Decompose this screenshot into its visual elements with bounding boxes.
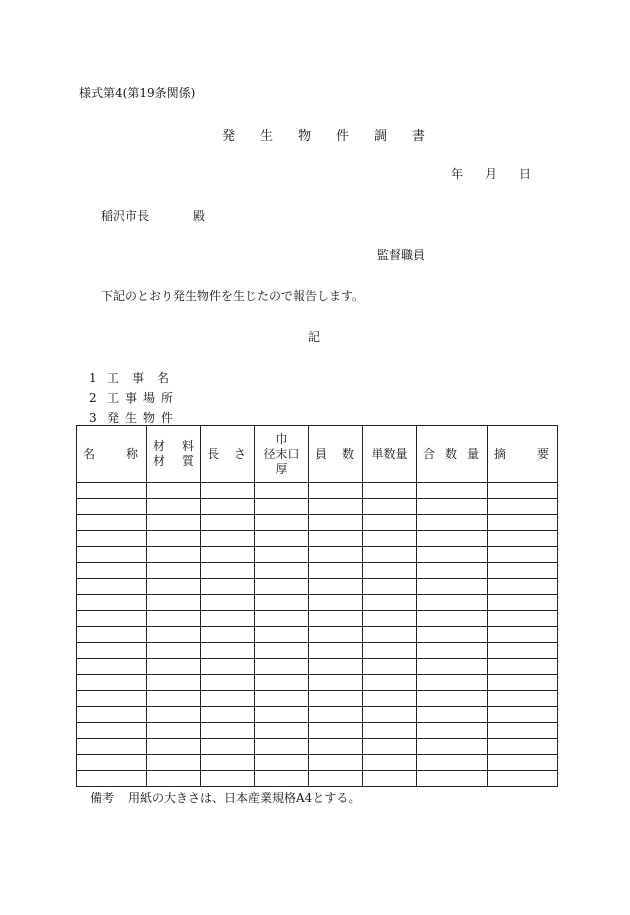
table-cell[interactable]: [363, 611, 417, 627]
table-cell[interactable]: [255, 499, 309, 515]
table-cell[interactable]: [417, 739, 488, 755]
table-cell[interactable]: [255, 611, 309, 627]
table-row: [77, 659, 558, 675]
table-cell[interactable]: [201, 739, 255, 755]
table-cell[interactable]: [77, 739, 147, 755]
table-cell[interactable]: [77, 707, 147, 723]
table-cell[interactable]: [417, 563, 488, 579]
title-char: 発: [222, 129, 236, 144]
table-cell[interactable]: [417, 547, 488, 563]
table-cell[interactable]: [309, 627, 363, 643]
table-cell[interactable]: [363, 595, 417, 611]
header-name: 名 称: [77, 426, 147, 483]
table-cell[interactable]: [309, 707, 363, 723]
table-cell[interactable]: [309, 595, 363, 611]
table-cell[interactable]: [363, 531, 417, 547]
table-cell[interactable]: [488, 755, 558, 771]
supervisor-label: 監督職員: [377, 248, 426, 262]
title-char: 書: [412, 129, 426, 144]
table-cell[interactable]: [363, 563, 417, 579]
table-cell[interactable]: [201, 675, 255, 691]
header-material: 材 料 材 質: [147, 426, 201, 483]
table-cell[interactable]: [309, 771, 363, 787]
table-cell[interactable]: [77, 691, 147, 707]
table-cell[interactable]: [147, 579, 201, 595]
table-cell[interactable]: [417, 755, 488, 771]
table-cell[interactable]: [147, 611, 201, 627]
table-cell[interactable]: [147, 723, 201, 739]
table-cell[interactable]: [255, 563, 309, 579]
table-cell[interactable]: [363, 707, 417, 723]
table-cell[interactable]: [488, 579, 558, 595]
table-cell[interactable]: [488, 595, 558, 611]
item-number: 1: [89, 371, 97, 385]
table-cell[interactable]: [309, 643, 363, 659]
table-cell[interactable]: [77, 755, 147, 771]
table-cell[interactable]: [147, 691, 201, 707]
table-row: [77, 723, 558, 739]
table-cell[interactable]: [201, 691, 255, 707]
table-cell[interactable]: [309, 483, 363, 499]
table-cell[interactable]: [201, 499, 255, 515]
table-cell[interactable]: [417, 483, 488, 499]
table-cell[interactable]: [201, 515, 255, 531]
table-cell[interactable]: [488, 483, 558, 499]
header-size-bottom: 厚: [275, 461, 288, 476]
header-remarks: 摘 要: [488, 426, 558, 483]
table-cell[interactable]: [363, 691, 417, 707]
table-cell[interactable]: [309, 739, 363, 755]
table-cell[interactable]: [201, 483, 255, 499]
header-length: 長 さ: [201, 426, 255, 483]
table-cell[interactable]: [201, 595, 255, 611]
table-cell[interactable]: [147, 595, 201, 611]
item-construction-name: [89, 369, 182, 386]
title-char: 件: [336, 129, 350, 144]
report-table: [76, 425, 558, 787]
table-cell[interactable]: [77, 499, 147, 515]
table-cell[interactable]: [417, 707, 488, 723]
table-cell[interactable]: [255, 579, 309, 595]
table-cell[interactable]: [201, 707, 255, 723]
title-char: 生: [260, 129, 274, 144]
table-cell[interactable]: [147, 707, 201, 723]
table-cell[interactable]: [255, 547, 309, 563]
table-cell[interactable]: [255, 643, 309, 659]
table-cell[interactable]: [147, 739, 201, 755]
table-row: [77, 643, 558, 659]
table-cell[interactable]: [77, 483, 147, 499]
table-cell[interactable]: [363, 515, 417, 531]
table-cell[interactable]: [488, 691, 558, 707]
footnote-text: 用紙の大きさは、日本産業規格A4とする。: [128, 791, 361, 805]
item-construction-site: [89, 389, 179, 406]
table-row: [77, 739, 558, 755]
table-cell[interactable]: [77, 547, 147, 563]
table-cell[interactable]: [147, 643, 201, 659]
table-cell[interactable]: [147, 547, 201, 563]
table-cell[interactable]: [488, 771, 558, 787]
table-cell[interactable]: [363, 547, 417, 563]
table-cell[interactable]: [417, 659, 488, 675]
table-cell[interactable]: [201, 547, 255, 563]
table-cell[interactable]: [309, 499, 363, 515]
table-cell[interactable]: [309, 515, 363, 531]
table-row: [77, 595, 558, 611]
item-label: 工事名: [107, 371, 183, 385]
table-row: [77, 707, 558, 723]
table-header-row: [77, 426, 558, 483]
table-cell[interactable]: [201, 755, 255, 771]
table-cell[interactable]: [417, 723, 488, 739]
table-cell[interactable]: [147, 531, 201, 547]
table-cell[interactable]: [77, 563, 147, 579]
table-cell[interactable]: [147, 627, 201, 643]
table-row: [77, 483, 558, 499]
table-row: [77, 611, 558, 627]
date-day-label: 日: [519, 167, 532, 181]
form-label: 様式第4(第19条関係): [79, 86, 196, 100]
table-cell[interactable]: [255, 531, 309, 547]
item-label: 発生物件: [107, 411, 180, 425]
table-cell[interactable]: [147, 659, 201, 675]
footnote: [90, 789, 360, 806]
table-cell[interactable]: [488, 675, 558, 691]
header-unit-qty: 単数量: [363, 426, 417, 483]
table-cell[interactable]: [417, 643, 488, 659]
table-cell[interactable]: [417, 499, 488, 515]
table-cell[interactable]: [77, 643, 147, 659]
table-cell[interactable]: [77, 531, 147, 547]
table-row: [77, 675, 558, 691]
table-cell[interactable]: [201, 531, 255, 547]
table-cell[interactable]: [309, 579, 363, 595]
table-cell[interactable]: [309, 547, 363, 563]
table-cell[interactable]: [147, 499, 201, 515]
table-cell[interactable]: [363, 643, 417, 659]
table-cell[interactable]: [201, 627, 255, 643]
table-row: [77, 515, 558, 531]
table-cell[interactable]: [363, 627, 417, 643]
item-generated-property: [89, 409, 179, 426]
table-cell[interactable]: [417, 531, 488, 547]
table-cell[interactable]: [77, 579, 147, 595]
table-cell[interactable]: [255, 723, 309, 739]
table-cell[interactable]: [488, 643, 558, 659]
table-cell[interactable]: [255, 675, 309, 691]
table-cell[interactable]: [488, 499, 558, 515]
table-cell[interactable]: [147, 755, 201, 771]
table-row: [77, 547, 558, 563]
table-cell[interactable]: [77, 627, 147, 643]
table-cell[interactable]: [417, 595, 488, 611]
table-cell[interactable]: [309, 691, 363, 707]
table-cell[interactable]: [363, 675, 417, 691]
ki-heading: 記: [308, 330, 321, 344]
table-cell[interactable]: [309, 755, 363, 771]
table-cell[interactable]: [363, 771, 417, 787]
header-size-top: 巾: [275, 431, 288, 446]
table-row: [77, 771, 558, 787]
table-cell[interactable]: [488, 515, 558, 531]
table-cell[interactable]: [255, 659, 309, 675]
table-cell[interactable]: [147, 771, 201, 787]
table-cell[interactable]: [255, 739, 309, 755]
header-size: [255, 426, 309, 483]
table-cell[interactable]: [309, 611, 363, 627]
table-row: [77, 563, 558, 579]
table-cell[interactable]: [201, 563, 255, 579]
table-cell[interactable]: [488, 611, 558, 627]
header-size-middle: 径末口: [263, 446, 300, 461]
table-cell[interactable]: [255, 515, 309, 531]
table-cell[interactable]: [417, 515, 488, 531]
table-cell[interactable]: [309, 723, 363, 739]
table-cell[interactable]: [77, 675, 147, 691]
table-cell[interactable]: [488, 707, 558, 723]
intro-text: 下記のとおり発生物件を生じたので報告します。: [101, 289, 365, 303]
table-cell[interactable]: [363, 739, 417, 755]
table-cell[interactable]: [488, 627, 558, 643]
addressee: [101, 207, 205, 224]
table-cell[interactable]: [309, 675, 363, 691]
table-cell[interactable]: [255, 483, 309, 499]
table-cell[interactable]: [417, 579, 488, 595]
table-cell[interactable]: [77, 723, 147, 739]
table-cell[interactable]: [363, 499, 417, 515]
table-cell[interactable]: [488, 563, 558, 579]
table-cell[interactable]: [417, 771, 488, 787]
table-cell[interactable]: [255, 595, 309, 611]
date-line: [451, 165, 553, 182]
table-cell[interactable]: [488, 659, 558, 675]
document-title: [222, 125, 450, 144]
table-cell[interactable]: [363, 659, 417, 675]
table-cell[interactable]: [255, 755, 309, 771]
table-row: [77, 627, 558, 643]
title-char: 物: [298, 129, 312, 144]
table-cell[interactable]: [488, 739, 558, 755]
table-cell[interactable]: [77, 611, 147, 627]
table-cell[interactable]: [201, 643, 255, 659]
table-cell[interactable]: [488, 531, 558, 547]
date-month-label: 月: [485, 167, 498, 181]
table-cell[interactable]: [417, 691, 488, 707]
table-cell[interactable]: [488, 723, 558, 739]
table-cell[interactable]: [309, 659, 363, 675]
table-cell[interactable]: [77, 659, 147, 675]
table-cell[interactable]: [363, 579, 417, 595]
header-count: 員 数: [309, 426, 363, 483]
date-year-label: 年: [451, 167, 464, 181]
footnote-label: 備考: [90, 791, 115, 805]
table-cell[interactable]: [255, 707, 309, 723]
table-cell[interactable]: [255, 771, 309, 787]
table-cell[interactable]: [417, 627, 488, 643]
addressee-name: 稲沢市長: [101, 209, 150, 223]
table-row: [77, 691, 558, 707]
table-row: [77, 755, 558, 771]
addressee-honorific: 殿: [193, 209, 206, 223]
table-cell[interactable]: [417, 675, 488, 691]
table-cell[interactable]: [201, 611, 255, 627]
table-cell[interactable]: [77, 595, 147, 611]
table-cell[interactable]: [201, 723, 255, 739]
table-cell[interactable]: [201, 659, 255, 675]
item-number: 2: [89, 391, 97, 405]
table-cell[interactable]: [77, 771, 147, 787]
table-cell[interactable]: [417, 611, 488, 627]
table-cell[interactable]: [147, 675, 201, 691]
title-char: 調: [374, 129, 388, 144]
table-cell[interactable]: [255, 627, 309, 643]
table-cell[interactable]: [309, 531, 363, 547]
table-cell[interactable]: [147, 563, 201, 579]
table-cell[interactable]: [363, 723, 417, 739]
table-cell[interactable]: [147, 515, 201, 531]
table-cell[interactable]: [147, 483, 201, 499]
table-cell[interactable]: [201, 771, 255, 787]
table-row: [77, 531, 558, 547]
table-row: [77, 499, 558, 515]
item-number: 3: [89, 411, 97, 425]
header-total-qty: 合 数 量: [417, 426, 488, 483]
table-cell[interactable]: [77, 515, 147, 531]
table-cell[interactable]: [201, 579, 255, 595]
table-cell[interactable]: [255, 691, 309, 707]
item-label: 工事場所: [107, 391, 180, 405]
table-body: [77, 483, 558, 787]
table-cell[interactable]: [488, 547, 558, 563]
table-cell[interactable]: [363, 483, 417, 499]
table-row: [77, 579, 558, 595]
table-cell[interactable]: [309, 563, 363, 579]
table-cell[interactable]: [363, 755, 417, 771]
